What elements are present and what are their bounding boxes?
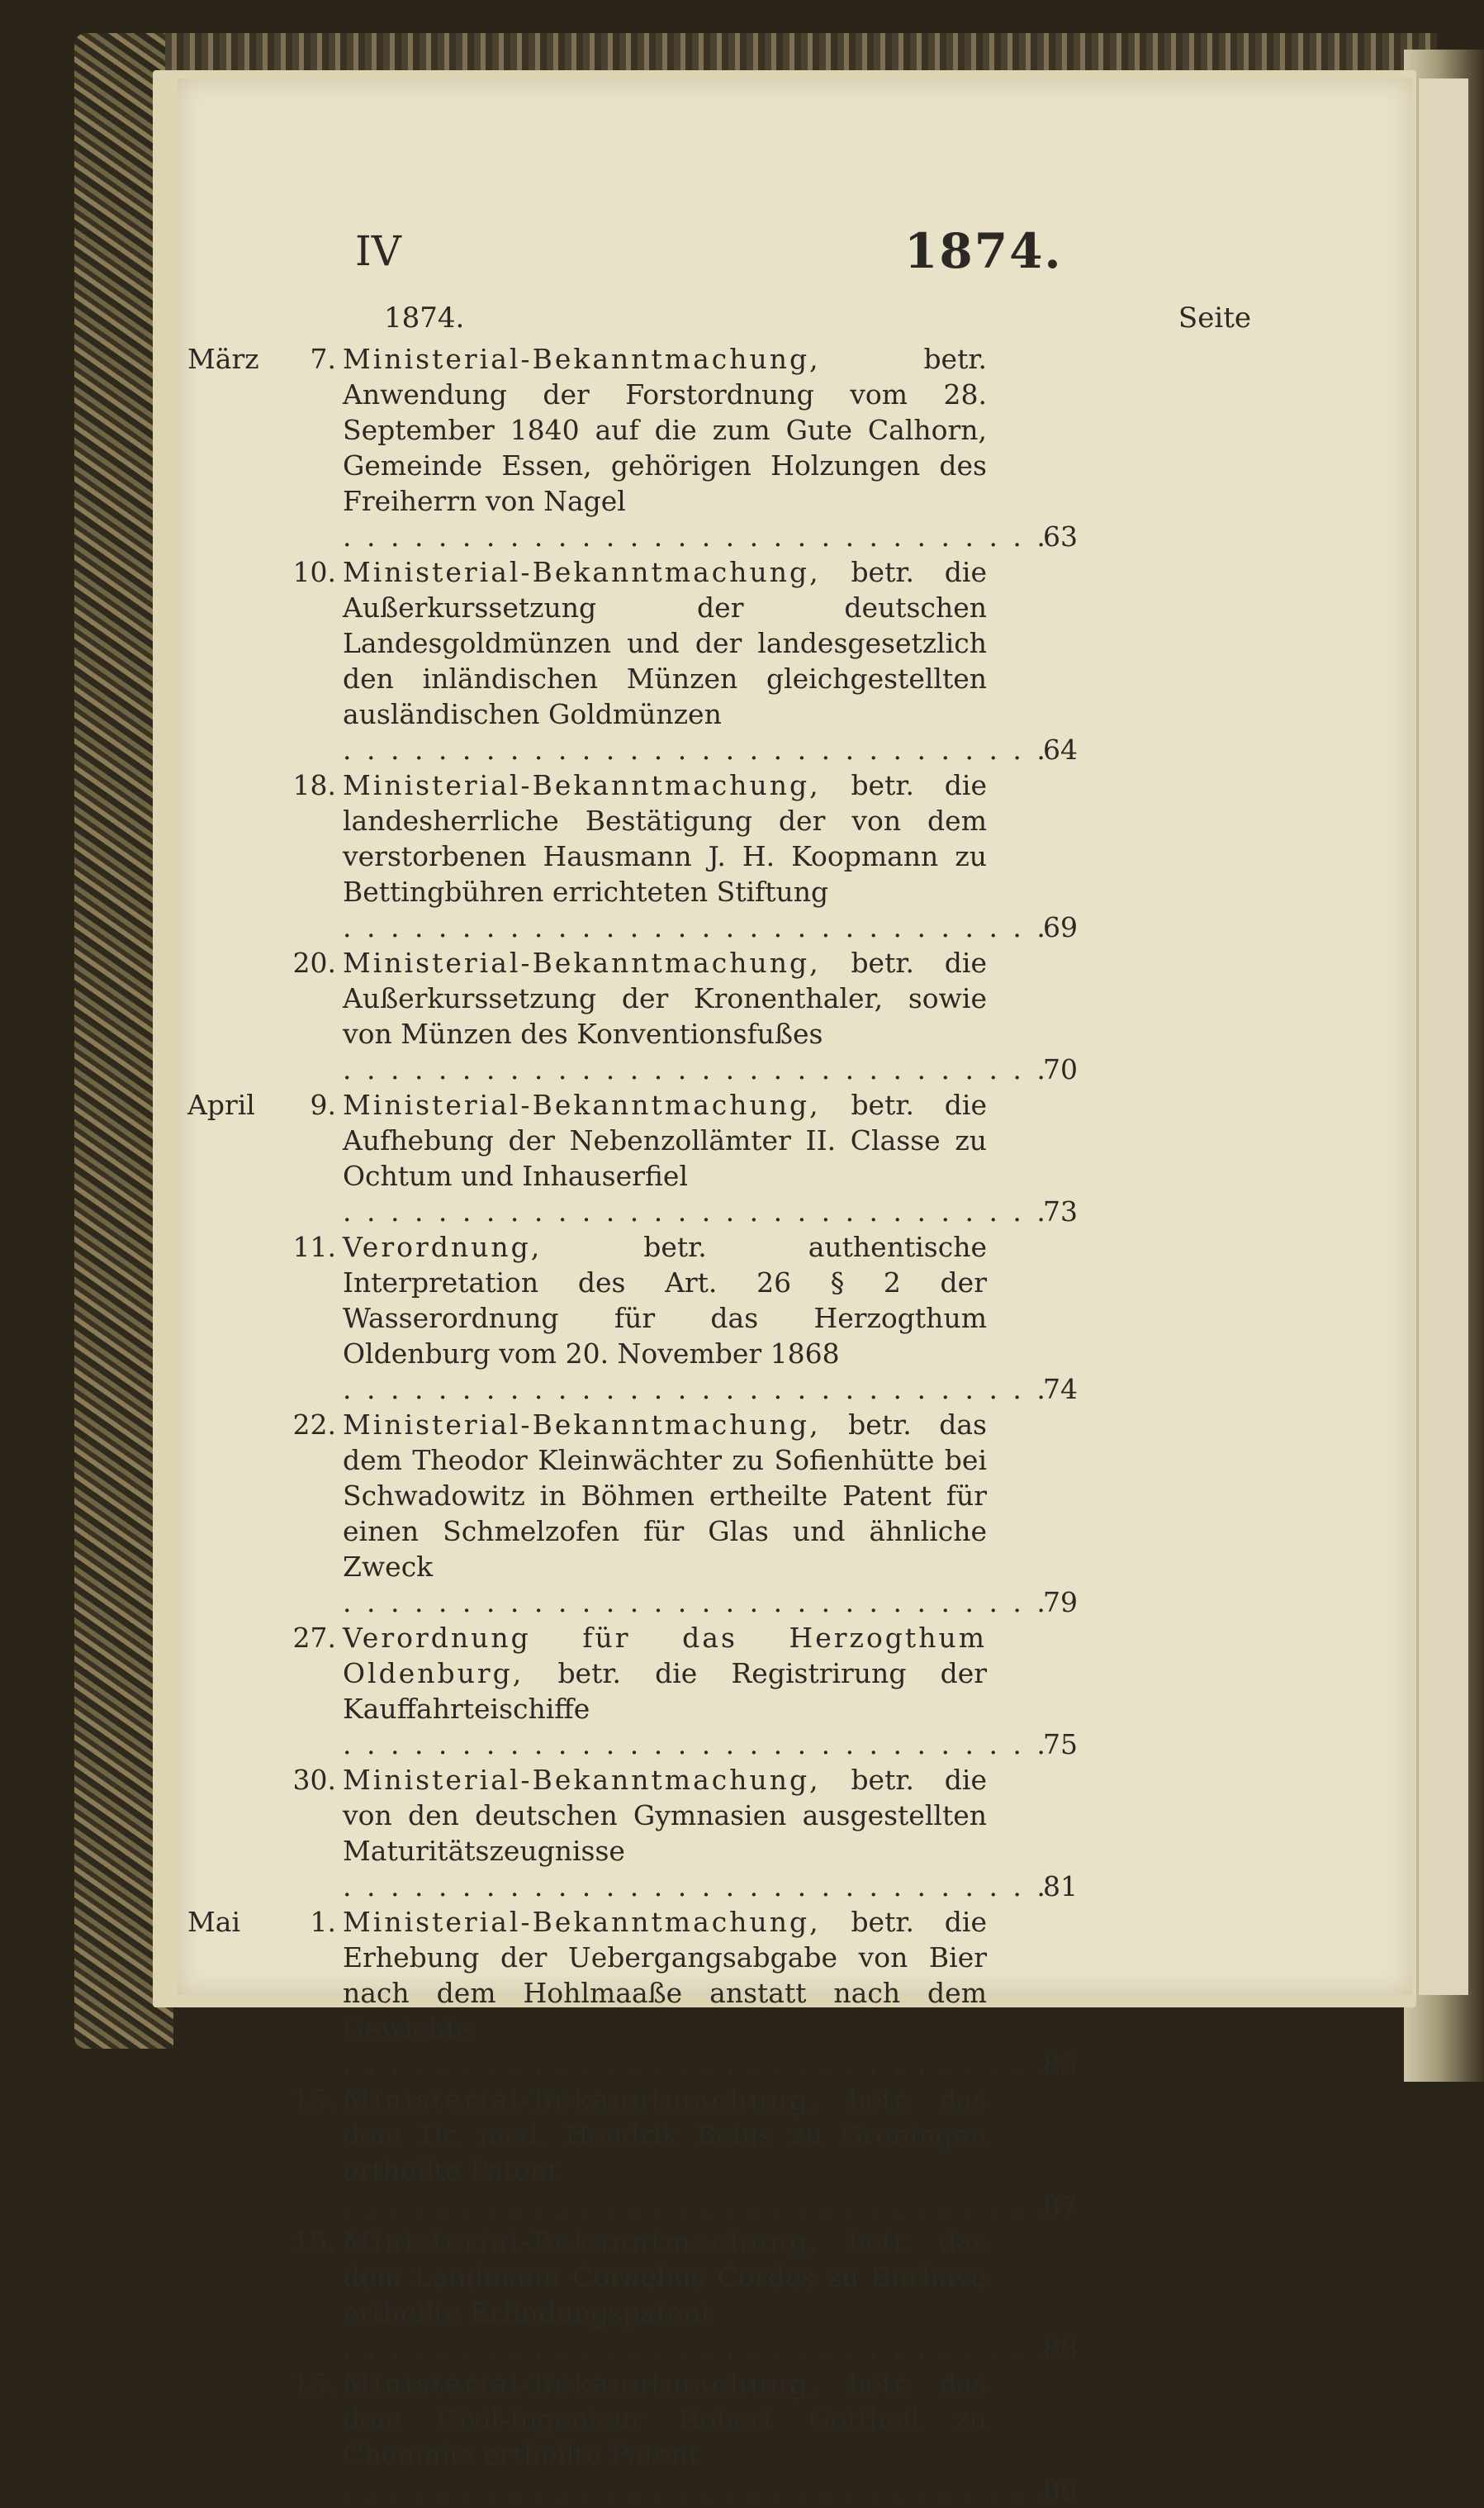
facing-page-edge (1419, 78, 1468, 1995)
entry-description (343, 2082, 987, 2224)
entry-subject: betr. Anwendung der Forstordnung vom 28. September 1840 auf die zum Gute Calhorn, Gemeinde Essen, gehörigen Holzungen des Freiherrn von Nagel (343, 343, 987, 517)
toc-entry (178, 1620, 1412, 1762)
entry-document-type: Ministerial-Bekanntmachung, (343, 1906, 821, 1938)
entry-subject: betr. die Außerkurssetzung der deutschen Landesgoldmünzen und der landesgesetzlich den inländischen Münzen gleichgestellten ausländischen Goldmünzen (343, 556, 987, 730)
entry-month (178, 2082, 285, 2224)
entry-day: 11. (292, 1231, 336, 1263)
entry-description (343, 554, 987, 767)
entry-page-number: 74 (1043, 1373, 1078, 1405)
entry-description (343, 1229, 987, 1407)
toc-entry (178, 1229, 1412, 1407)
toc-entry (178, 2366, 1412, 2508)
entry-month (178, 2366, 285, 2508)
entry-page-number: 64 (1043, 734, 1078, 766)
entry-day: 20. (292, 947, 336, 979)
page-content (178, 78, 1412, 2506)
toc-entry (178, 1762, 1412, 1904)
leader-dots (343, 2046, 987, 2082)
entry-day: 27. (292, 1622, 336, 1654)
entry-description (343, 1762, 987, 1904)
entry-month (178, 1762, 285, 1904)
entry-page-number: 79 (1043, 1586, 1078, 1618)
page-title-year: 1874. (904, 223, 1063, 279)
entry-subject: betr. die Aufhebung der Nebenzollämter II. Classe zu Ochtum und Inhauserfiel (343, 1089, 987, 1192)
entry-description (343, 1407, 987, 1620)
entry-month (178, 554, 285, 767)
entry-month (178, 2224, 285, 2366)
entry-month (178, 1229, 285, 1407)
entry-page-number: 70 (1043, 1053, 1078, 1085)
entry-subject: betr. die landesherrliche Bestätigung der von dem verstorbenen Hausmann J. H. Koopmann zu Bettingbühren errichteten Stiftung (343, 769, 987, 908)
entry-description (343, 1904, 987, 2082)
entry-subject: betr. das dem Landmann Cornelius Cordes zu Burhave ertheilte Erfindungspatent (343, 2225, 987, 2329)
leader-dots (343, 1194, 987, 1229)
entry-page-number: 85 (1043, 2048, 1078, 2080)
entry-day: 18. (292, 769, 336, 801)
table-of-contents (178, 341, 1412, 2508)
entry-page-number: 81 (1043, 1870, 1078, 1902)
entry-document-type: Ministerial-Bekanntmachung, (343, 947, 821, 979)
toc-entry (178, 554, 1412, 767)
entry-document-type: Ministerial-Bekanntmachung, (343, 2083, 821, 2116)
entry-day: 15. (292, 2368, 336, 2400)
entry-month (178, 767, 285, 945)
entry-page-number: 63 (1043, 520, 1078, 553)
entry-subject: betr. die Erhebung der Uebergangsabgabe von Bier nach dem Hohlmaaße anstatt nach dem Gewichte (343, 1906, 987, 2045)
entry-document-type: Ministerial-Bekanntmachung, (343, 2225, 821, 2258)
entry-subject: betr. das dem Theodor Kleinwächter zu Sofienhütte bei Schwadowitz in Böhmen ertheilte Patent für einen Schmelzofen für Glas und ähnliche Zweck (343, 1408, 987, 1583)
entry-day: 10. (292, 556, 336, 588)
entry-month (178, 1407, 285, 1620)
leader-dots (343, 2330, 987, 2366)
entry-subject: betr. authentische Interpretation des Art. 26 § 2 der Wasserordnung für das Herzogthum Oldenburg vom 20. November 1868 (343, 1231, 987, 1370)
entry-document-type: Ministerial-Bekanntmachung, (343, 769, 821, 801)
toc-entry (178, 945, 1412, 1087)
entry-subject: betr. die Außerkurssetzung der Kronenthaler, sowie von Münzen des Konventionsfußes (343, 947, 987, 1050)
entry-description (343, 767, 987, 945)
page-number-roman: IV (355, 227, 401, 275)
entry-document-type: Ministerial-Bekanntmachung, (343, 343, 821, 375)
entry-month (178, 1620, 285, 1762)
toc-entry (178, 1904, 1412, 2082)
entry-document-type: Verordnung, (343, 1231, 543, 1263)
toc-entry (178, 767, 1412, 945)
leader-dots (343, 2472, 987, 2508)
entry-day: 15. (292, 2083, 336, 2116)
entry-document-type: Ministerial-Bekanntmachung, (343, 1408, 821, 1441)
toc-entry (178, 2224, 1412, 2366)
entry-description (343, 2224, 987, 2366)
entry-subject: betr. die von den deutschen Gymnasien ausgestellten Maturitätszeugnisse (343, 1764, 987, 1867)
leader-dots (343, 1371, 987, 1407)
entry-page-number: 73 (1043, 1195, 1078, 1228)
entry-page-number: 75 (1043, 1728, 1078, 1760)
entry-description (343, 1087, 987, 1229)
year-column-label: 1874. (384, 302, 465, 335)
entry-page-number: 69 (1043, 911, 1078, 943)
toc-entry (178, 2082, 1412, 2224)
entry-page-number: 88 (1043, 2332, 1078, 2364)
toc-entry (178, 1407, 1412, 1620)
entry-description (343, 341, 987, 554)
leader-dots (343, 910, 987, 945)
leader-dots (343, 1869, 987, 1904)
entry-day: 30. (292, 1764, 336, 1796)
entry-page-number: 87 (1043, 2190, 1078, 2222)
entry-day: 9. (310, 1089, 336, 1121)
entry-subject: betr. das dem Civil-Ingenieur Robert Gottheil zu Chemnitz ertheilte Patent (343, 2368, 987, 2471)
entry-month: Mai (187, 1906, 241, 1938)
leader-dots (343, 1727, 987, 1762)
entry-day: 15. (292, 2225, 336, 2258)
entry-page-number: 89 (1043, 2474, 1078, 2506)
entry-document-type: Ministerial-Bekanntmachung, (343, 2368, 821, 2400)
entry-day: 7. (310, 343, 336, 375)
entry-subject: betr. die Registrirung der Kauffahrteischiffe (343, 1657, 987, 1725)
entry-month (178, 945, 285, 1087)
entry-document-type: Ministerial-Bekanntmachung, (343, 1764, 821, 1796)
entry-description (343, 2366, 987, 2508)
leader-dots (343, 519, 987, 554)
entry-month: März (187, 343, 259, 375)
entry-document-type: Ministerial-Bekanntmachung, (343, 556, 821, 588)
leader-dots (343, 732, 987, 767)
entry-description (343, 1620, 987, 1762)
leader-dots (343, 1584, 987, 1620)
entry-document-type: Verordnung für das Herzogthum Oldenburg, (343, 1622, 987, 1689)
entry-day: 1. (310, 1906, 336, 1938)
toc-entry (178, 341, 1412, 554)
seite-column-label: Seite (1178, 302, 1251, 335)
entry-description (343, 945, 987, 1087)
entry-subject: betr. das dem Dr. med. Hendrik Beins zu Groningen ertheilte Patent (343, 2083, 987, 2187)
entry-month: April (187, 1089, 255, 1121)
toc-entry (178, 1087, 1412, 1229)
leader-dots (343, 2188, 987, 2224)
leader-dots (343, 1052, 987, 1087)
entry-day: 22. (292, 1408, 336, 1441)
entry-document-type: Ministerial-Bekanntmachung, (343, 1089, 821, 1121)
